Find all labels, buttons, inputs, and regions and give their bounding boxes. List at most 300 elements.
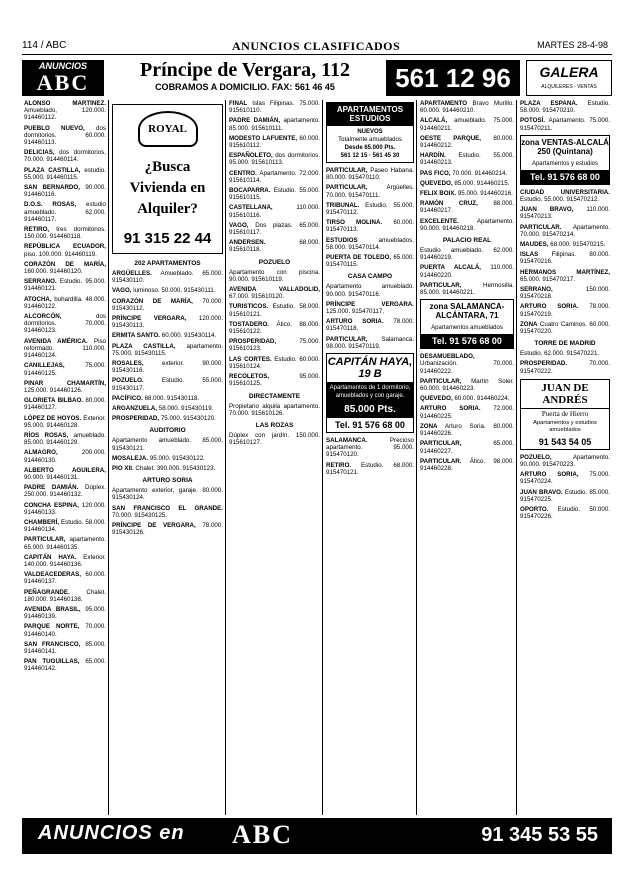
classified-ad bbox=[326, 301, 414, 315]
classified-ad bbox=[326, 318, 414, 332]
ad-body: Chalet. 390.000. 915430123. bbox=[135, 465, 216, 473]
column-1 bbox=[22, 100, 109, 815]
ad-body: 90.000. 914460116. bbox=[24, 184, 106, 199]
capitan-head: CAPITÁN HAYA, 19 B bbox=[327, 356, 413, 381]
ad-body: 70.000. 915470222. bbox=[520, 360, 610, 375]
ad-body: amueblado. 85.000. 914460129. bbox=[24, 431, 106, 447]
ad-heading: ISLAS bbox=[520, 251, 539, 259]
ad-body: 70.000. 915430125. bbox=[112, 511, 168, 519]
classified-ad bbox=[24, 149, 106, 163]
ad-heading: VAGO, bbox=[112, 287, 132, 295]
classified-ad bbox=[326, 254, 414, 268]
ad-heading: PIO XII. bbox=[112, 465, 134, 473]
classified-ad bbox=[420, 440, 514, 454]
royal-question: ¿Busca Vivienda en Alquiler? bbox=[129, 159, 206, 217]
classified-ad bbox=[229, 286, 320, 300]
classified-ad bbox=[112, 287, 223, 294]
ad-heading: ZONA bbox=[520, 320, 538, 328]
classified-ad bbox=[229, 321, 320, 335]
ad-body: Apartamento. 90.000. 915470223. bbox=[520, 453, 610, 469]
ad-heading: CORAZÓN DE MARÍA, bbox=[112, 297, 193, 305]
ad-heading: QUEVEDO, bbox=[420, 395, 453, 403]
section-subhead: TORRE DE MADRID bbox=[534, 340, 596, 348]
ad-body: Estudio. 55.000. 914460213. bbox=[420, 152, 514, 167]
classified-ad bbox=[24, 338, 106, 360]
ad-heading: ARTURO SORIA. bbox=[326, 318, 384, 326]
classified-ad bbox=[24, 226, 106, 240]
ad-body: 160.000. 914460120. bbox=[24, 268, 83, 276]
ad-heading: OESTE PARQUE, bbox=[420, 134, 482, 142]
classified-ad bbox=[24, 201, 106, 223]
ad-body: 125.000. 914460126. bbox=[24, 386, 83, 394]
galera-name: GALERA bbox=[539, 64, 599, 80]
ad-list bbox=[518, 454, 612, 521]
ad-heading: BOCAPARRA. bbox=[229, 187, 271, 195]
ad-heading: AVENIDA VALLADOLID, bbox=[229, 286, 320, 294]
ad-heading: RECOLETOS, bbox=[229, 373, 270, 381]
ad-heading: PRÍNCIPE VERGARA, bbox=[112, 315, 187, 323]
ad-body: Apartamento. 70.000. 915470214. bbox=[520, 223, 610, 238]
classified-ad bbox=[24, 415, 106, 429]
ad-heading: LÓPEZ DE HOYOS. bbox=[24, 414, 82, 422]
ad-body: dos dormitorios, 70.000. 914460114. bbox=[24, 149, 106, 164]
classified-ad bbox=[24, 449, 106, 463]
ad-body: 65.000. 915470217. bbox=[520, 275, 576, 283]
classified-ad bbox=[420, 353, 514, 375]
ad-body: Apartamento con piscina. 90.000. 915610119. bbox=[229, 268, 320, 283]
classified-ad bbox=[229, 117, 320, 131]
ad-heading: PARTICULAR, bbox=[420, 440, 462, 448]
ad-heading: ARTURO SORIA. bbox=[520, 303, 579, 311]
classified-ad bbox=[229, 373, 320, 387]
ad-heading: RETIRO, bbox=[24, 226, 50, 234]
ad-body: 65.000. 914460227. bbox=[420, 440, 514, 455]
apartamentos-estudios-title: APARTAMENTOS ESTUDIOS bbox=[326, 102, 414, 126]
ad-body: 120.000. 914460133. bbox=[24, 501, 106, 516]
ad-heading: REPÚBLICA ECUADOR, bbox=[24, 243, 106, 251]
ad-heading: FINAL bbox=[229, 100, 248, 107]
ad-body: dos dormitorios. 95.000. 915610113. bbox=[229, 152, 320, 167]
classified-ad bbox=[24, 589, 106, 603]
classified-ad bbox=[112, 395, 223, 402]
ventas-phone: Tel. 91 576 68 00 bbox=[521, 170, 609, 184]
office-fax: COBRAMOS A DOMICILIO. FAX: 561 46 45 bbox=[155, 82, 335, 92]
section-subhead: ARTURO SORIA bbox=[142, 477, 193, 485]
ad-body: dos dormitorios. 70.000. 914460123. bbox=[24, 313, 106, 335]
ad-body: 78.000. 915470219. bbox=[520, 303, 610, 318]
ad-body: 65.000. 914460142. bbox=[24, 658, 106, 673]
ad-list bbox=[110, 270, 225, 422]
classified-ad bbox=[112, 343, 223, 357]
ad-heading: QUEVEDO, bbox=[420, 179, 453, 187]
ad-heading: DESAMUEBLADO, bbox=[420, 353, 475, 361]
ad-body: 68.000. 915470215. bbox=[550, 241, 606, 249]
classified-ad bbox=[24, 536, 106, 550]
ad-body: Exterior. 95.000. 914460128. bbox=[24, 414, 106, 429]
classified-ad bbox=[520, 350, 610, 357]
issue-date: MARTES 28-4-98 bbox=[537, 40, 608, 50]
ad-body: Propietario alquila apartamento. 70.000. 915610126. bbox=[229, 402, 320, 417]
ad-heading: VALDEACEDERAS, bbox=[24, 571, 81, 579]
classified-ad bbox=[112, 332, 223, 339]
classified-ad bbox=[112, 455, 223, 462]
ad-heading: LAS CORTES. bbox=[229, 355, 272, 363]
ad-heading: ERMITA SANTO. bbox=[112, 332, 161, 340]
classified-ad bbox=[112, 377, 223, 391]
classified-ad bbox=[112, 415, 223, 422]
royal-crest-logo: ROYAL bbox=[138, 111, 198, 147]
classified-ad bbox=[420, 135, 514, 149]
ad-heading: PADRE DAMIÁN, bbox=[229, 117, 281, 125]
classified-ad bbox=[112, 522, 223, 536]
ad-heading: JUAN BRAVO, bbox=[520, 206, 574, 214]
ad-body: Arturo Soria. 80.000. 914460226. bbox=[420, 422, 514, 438]
anuncios-abc-logo bbox=[22, 60, 104, 96]
classified-ad bbox=[520, 251, 610, 265]
ad-body: Paseo Habana. 80.000. 915470110. bbox=[326, 167, 414, 182]
classified-ad bbox=[24, 606, 106, 620]
juan-body: Apartamentos y estudios amueblados bbox=[533, 419, 597, 433]
ad-heading: ARTURO SORIA. bbox=[420, 405, 481, 413]
ad-body: buhardilla. 48.000. 914460122. bbox=[24, 295, 106, 310]
ad-heading: OPORTO. bbox=[520, 506, 549, 514]
ad-heading: ARGÜELLES. bbox=[112, 270, 152, 277]
ad-heading: RETIRO. bbox=[326, 461, 352, 469]
ad-heading: PROSPERIDAD, bbox=[229, 338, 277, 346]
ad-list bbox=[324, 283, 416, 350]
classified-ad bbox=[24, 261, 106, 275]
ad-body: Hermosilla. 85.000. 914460221. bbox=[420, 281, 514, 297]
classified-ad bbox=[229, 100, 320, 114]
ad-body: Argüelles. 70.000. 915470111. bbox=[326, 184, 414, 199]
logo-bottom-text: ABC bbox=[36, 70, 90, 95]
classified-ad bbox=[420, 152, 514, 166]
ad-body: amueblados. 58.000. 915470114. bbox=[326, 236, 414, 251]
ad-heading: AVENIDA BRASIL, bbox=[24, 605, 81, 613]
classified-ad bbox=[520, 269, 610, 283]
ad-body: 60.000. 915430114. bbox=[161, 332, 217, 340]
column-4 bbox=[324, 100, 417, 815]
ad-heading: PADRE DAMIÁN. bbox=[24, 484, 79, 492]
classified-ad bbox=[520, 100, 610, 114]
ad-body: 110.000. 914460220. bbox=[420, 264, 514, 279]
classified-ad bbox=[24, 100, 106, 122]
ad-list bbox=[518, 189, 612, 335]
classified-ad bbox=[520, 206, 610, 220]
ad-list bbox=[110, 437, 225, 472]
classified-ad bbox=[229, 170, 320, 184]
classified-ad bbox=[24, 641, 106, 655]
section-title: ANUNCIOS CLASIFICADOS bbox=[232, 39, 401, 53]
ad-body: Estudio. 58.000. 915470210. bbox=[520, 100, 610, 115]
royal-phone: 91 315 22 44 bbox=[123, 230, 212, 247]
ventas-alcala-ad bbox=[520, 135, 610, 185]
ad-list bbox=[418, 247, 516, 296]
ad-heading: CONCHA ESPINA, bbox=[24, 501, 79, 509]
ad-heading: CIUDAD UNIVERSITARIA. bbox=[520, 188, 610, 196]
ad-body: Estudio. 55.000. 915430117. bbox=[112, 377, 223, 392]
classified-ad bbox=[420, 117, 514, 131]
classified-ad bbox=[24, 362, 106, 376]
footer-abc-logo: ABC bbox=[232, 820, 293, 849]
classified-ad bbox=[24, 397, 106, 411]
ad-body: 67.000. 915610120. bbox=[229, 293, 285, 301]
classified-ad bbox=[24, 623, 106, 637]
ad-body: Islas Filipinas. 75.000. 915610110. bbox=[229, 100, 320, 115]
ad-heading: PARTICULAR, bbox=[326, 335, 368, 343]
classified-ad bbox=[24, 380, 106, 394]
ad-body: 60.000. 914460137. bbox=[24, 571, 106, 586]
ad-heading: ROSALES, bbox=[112, 360, 144, 368]
ad-body: Estudio. 95.000. 914460121. bbox=[24, 278, 106, 293]
ad-heading: ESPAÑOLETO, bbox=[229, 152, 273, 160]
ad-heading: ANDERSEN. bbox=[229, 239, 266, 247]
classified-ad bbox=[520, 189, 610, 203]
page-number: 114 / ABC bbox=[22, 40, 67, 51]
ad-body: 95.000. 914460216. bbox=[457, 190, 513, 198]
ad-body: 110.000. 915470213. bbox=[520, 206, 610, 221]
classified-ad bbox=[229, 135, 320, 149]
ad-heading: D.O.S. ROSAS, bbox=[24, 201, 77, 209]
ad-body: 60.000. 915610112. bbox=[229, 134, 320, 150]
ad-heading: PARTICULAR, bbox=[420, 377, 462, 385]
ad-body: 95.000. 915430122. bbox=[149, 454, 205, 462]
ad-list bbox=[227, 100, 322, 254]
ad-heading: AVENIDA AMÉRICA. bbox=[24, 337, 88, 345]
ad-heading: CAPITÁN HAYA. bbox=[24, 553, 77, 561]
ad-body: 78.000. 915470118. bbox=[326, 318, 414, 333]
ad-heading: SAN FRANCISCO, bbox=[24, 640, 81, 648]
classified-ad bbox=[24, 432, 106, 446]
ad-list bbox=[518, 100, 612, 132]
ad-body: Amueblado, 120.000. 914460112. bbox=[24, 107, 106, 122]
ad-body: exterior. 90.000. 915430116. bbox=[112, 360, 223, 375]
ad-body: Exterior. 140.000. 914460136. bbox=[24, 553, 106, 568]
office-phone: 561 12 96 bbox=[386, 60, 520, 96]
ad-heading: SAN FRANCISCO EL GRANDE. bbox=[112, 504, 223, 512]
classified-ad bbox=[520, 471, 610, 485]
ad-heading: ALONSO MARTÍNEZ. bbox=[24, 100, 106, 107]
ad-body: Estudio. 58.000. 914460134. bbox=[24, 518, 106, 534]
ad-heading: PARTICULAR, bbox=[420, 281, 462, 289]
classified-ad bbox=[112, 270, 223, 284]
ad-body: 70.000. 914460214. bbox=[452, 169, 508, 177]
ad-body: 200.000. 914460130. bbox=[24, 449, 106, 464]
ad-heading: PAN TUGUILLAS, bbox=[24, 658, 80, 666]
ad-body: Apartamento amueblado. 85.000. 915430121. bbox=[112, 437, 223, 452]
ad-body: Martín Soler. 60.000. 914460223. bbox=[420, 377, 514, 393]
juan-phone: 91 543 54 05 bbox=[538, 436, 592, 447]
ad-heading: SALAMANCA. bbox=[326, 437, 368, 445]
ad-body: Precioso apartamento. 95.000. 915470120. bbox=[326, 437, 414, 459]
juan-head: JUAN DE ANDRÉS bbox=[521, 380, 609, 409]
classified-ad bbox=[24, 313, 106, 335]
ad-body: dos dormitorios. 60.000. 914460113. bbox=[24, 124, 106, 147]
classified-ad bbox=[420, 378, 514, 392]
ad-body: apartamento. 85.000. 915610111. bbox=[229, 117, 320, 132]
classified-ad bbox=[112, 298, 223, 312]
section-subhead: POZUELO bbox=[258, 258, 291, 266]
classified-ad bbox=[229, 152, 320, 166]
ad-body: Ático. 88.000. 915610122. bbox=[229, 320, 320, 336]
classified-ad bbox=[24, 467, 106, 481]
ad-heading: TRIBUNAL. bbox=[326, 201, 360, 209]
ad-body: Dos plazas. 65.000. 915610117. bbox=[229, 221, 320, 237]
ad-heading: JUAN BRAVO. bbox=[520, 488, 563, 496]
classified-ad bbox=[520, 303, 610, 317]
classified-ad bbox=[229, 356, 320, 370]
ad-heading: PUEBLO NUEVO, bbox=[24, 124, 85, 132]
ad-body: 75.000. 915470224. bbox=[520, 471, 610, 486]
ad-body: 68.000. 915610118. bbox=[229, 239, 320, 254]
ventas-head: zona VENTAS-ALCALÁ 250 (Quintana) bbox=[521, 137, 609, 156]
ad-heading: MAUDES, bbox=[520, 241, 549, 249]
apt-phones: 561 12 15 · 561 45 30 bbox=[340, 153, 400, 159]
classified-ad bbox=[420, 282, 514, 296]
classified-ad bbox=[520, 286, 610, 300]
classified-ad bbox=[520, 454, 610, 468]
classified-ad bbox=[520, 506, 610, 520]
ad-heading: HARDÍN. bbox=[420, 152, 446, 160]
classified-ad bbox=[326, 437, 414, 459]
ad-body: Ático. 98.000. 914460228. bbox=[420, 457, 514, 472]
classified-ad bbox=[229, 403, 320, 417]
classified-ad bbox=[420, 200, 514, 214]
ad-heading: CASTELLANA, bbox=[229, 204, 273, 212]
ad-heading: TURISTICOS. bbox=[229, 303, 269, 311]
classified-ad bbox=[24, 296, 106, 310]
ad-heading: ZONA bbox=[420, 422, 438, 430]
classified-ad bbox=[326, 184, 414, 198]
ad-body: Chalet. 180.000. 914460138. bbox=[24, 588, 106, 603]
classified-ad bbox=[326, 237, 414, 251]
classified-ad bbox=[420, 247, 514, 261]
ad-heading: FELIX BOIX. bbox=[420, 190, 457, 198]
ventas-body: Apartamentos y estudios bbox=[531, 160, 599, 167]
ad-body: 88.000. 914460217. bbox=[420, 200, 514, 215]
ad-heading: CORAZÓN DE MARÍA, bbox=[24, 260, 106, 268]
classified-ad bbox=[520, 117, 610, 131]
ad-heading: EXCELENTE. bbox=[420, 217, 459, 225]
ad-body: Estudio. 85.000. 915470225. bbox=[520, 488, 610, 503]
classified-ad bbox=[24, 278, 106, 292]
ad-body: Dúplex con jardín. 150.000. 915610127. bbox=[229, 431, 320, 447]
classified-ad bbox=[420, 458, 514, 472]
ad-body: Filipinas. 80.000. 915470216. bbox=[520, 251, 610, 266]
ad-heading: PROSPERIDAD, bbox=[112, 415, 160, 423]
column-3 bbox=[227, 100, 323, 815]
ad-heading: PARTICULAR, bbox=[326, 167, 368, 174]
ad-heading: SAN BERNARDO, bbox=[24, 184, 80, 192]
ad-heading: PEÑAGRANDE. bbox=[24, 588, 70, 596]
ad-body: apartamento. 75.000. 915430115. bbox=[112, 342, 223, 357]
ad-heading: ARGANZUELA, bbox=[112, 405, 158, 413]
ad-heading: HERMANOS MARTÍNEZ, bbox=[520, 268, 610, 276]
ad-heading: ARTURO SORIA, bbox=[520, 471, 579, 479]
ad-body: Estudio amueblado. 62.000. 914460219. bbox=[420, 247, 514, 262]
classified-ad bbox=[520, 321, 610, 335]
classified-ad bbox=[24, 502, 106, 516]
classified-ad bbox=[24, 243, 106, 257]
ad-list bbox=[324, 437, 416, 476]
ad-heading: PARTICULAR, bbox=[24, 536, 66, 544]
ad-body: Estudio. 55.000. 915610115. bbox=[229, 187, 320, 202]
ad-body: Salamanca. 98.000. 915470119. bbox=[326, 335, 414, 350]
ad-body: 90.000. 914460131. bbox=[24, 473, 80, 481]
ad-body: 75.000. 915430120. bbox=[160, 415, 216, 423]
ad-heading: PUERTA DE TOLEDO, bbox=[326, 254, 392, 262]
royal-ad bbox=[112, 104, 223, 254]
ad-body: 60.000. 914460224. bbox=[454, 395, 510, 403]
capitan-phone: Tel. 91 576 68 00 bbox=[327, 417, 413, 432]
ad-heading: PRÍNCIPE DE VERGARA, bbox=[112, 522, 196, 530]
ad-body: 110.000. 915610116. bbox=[229, 204, 320, 219]
classified-ad bbox=[24, 184, 106, 198]
logo-top-text: ANUNCIOS bbox=[38, 61, 87, 71]
classified-ad bbox=[420, 190, 514, 197]
ad-body: Estudio. 55.000. 915470112. bbox=[326, 201, 414, 217]
ad-heading: DELICIAS, bbox=[24, 149, 55, 157]
classified-ad bbox=[420, 170, 514, 177]
ad-body: Apartamento. 75.000. 915470211. bbox=[520, 117, 610, 132]
ad-body: Estudio. 68.000. 915470121. bbox=[326, 461, 414, 476]
classified-ad bbox=[229, 222, 320, 236]
classified-ad bbox=[229, 187, 320, 201]
classified-ad bbox=[420, 100, 514, 114]
ad-list bbox=[418, 100, 516, 232]
classified-ad bbox=[112, 437, 223, 451]
ad-body: Estudio. 55.000. 915470212. bbox=[520, 196, 600, 204]
ad-body: Dúplex. 250.000. 914460132. bbox=[24, 484, 106, 499]
classified-ad bbox=[326, 167, 414, 181]
office-promo bbox=[110, 60, 380, 96]
classified-ad bbox=[229, 204, 320, 218]
ad-heading: PINAR CHAMARTÍN, bbox=[24, 379, 106, 387]
ads-columns bbox=[22, 100, 612, 815]
ad-body: 65.000. 915470115. bbox=[326, 254, 414, 269]
capitan-price: 85.000 Pts. bbox=[327, 402, 413, 417]
ad-heading: ATOCHA, bbox=[24, 295, 52, 303]
ad-body: Urbanización. 70.000. 914460222. bbox=[420, 360, 514, 375]
ad-body: 60.000. 915470113. bbox=[326, 219, 414, 234]
ad-heading: PAS FICO, bbox=[420, 169, 451, 177]
ad-body: 95.000. 914460139. bbox=[24, 605, 106, 621]
ad-body: 58.000. 915430119. bbox=[158, 405, 214, 413]
classified-ad bbox=[24, 125, 106, 147]
classified-ad bbox=[326, 219, 414, 233]
section-subhead: AUDITORIO bbox=[149, 427, 186, 435]
ad-body: 120.000. 915430113. bbox=[112, 315, 223, 330]
ad-body: Apartamento amueblado. 90.000. 915470116. bbox=[326, 283, 414, 298]
classified-ad bbox=[112, 465, 223, 472]
ad-list bbox=[324, 167, 416, 268]
capitan-haya-ad bbox=[326, 353, 414, 433]
ad-body: Bravo Murillo. 60.000. 914460210. bbox=[420, 100, 514, 115]
classified-ad bbox=[420, 218, 514, 232]
ad-body: 75.000. 914460125. bbox=[24, 362, 106, 377]
ad-heading: GLORIETA BILBAO. bbox=[24, 397, 84, 405]
ad-heading: RÍOS ROSAS, bbox=[24, 431, 69, 439]
ad-list bbox=[110, 487, 225, 536]
ad-body: 125.000. 915470117. bbox=[326, 308, 385, 316]
classified-ad bbox=[112, 505, 223, 519]
ad-body: 70.000. 915430112. bbox=[112, 297, 223, 312]
footer-phone: 91 345 53 55 bbox=[481, 824, 598, 846]
apt-line: Desde 65.000 Pts. bbox=[344, 145, 396, 151]
footer-left: ANUNCIOS en bbox=[38, 822, 185, 844]
ad-heading: PLAZA ESPAÑA. bbox=[520, 100, 578, 107]
ad-heading: POZUELO. bbox=[112, 377, 144, 385]
